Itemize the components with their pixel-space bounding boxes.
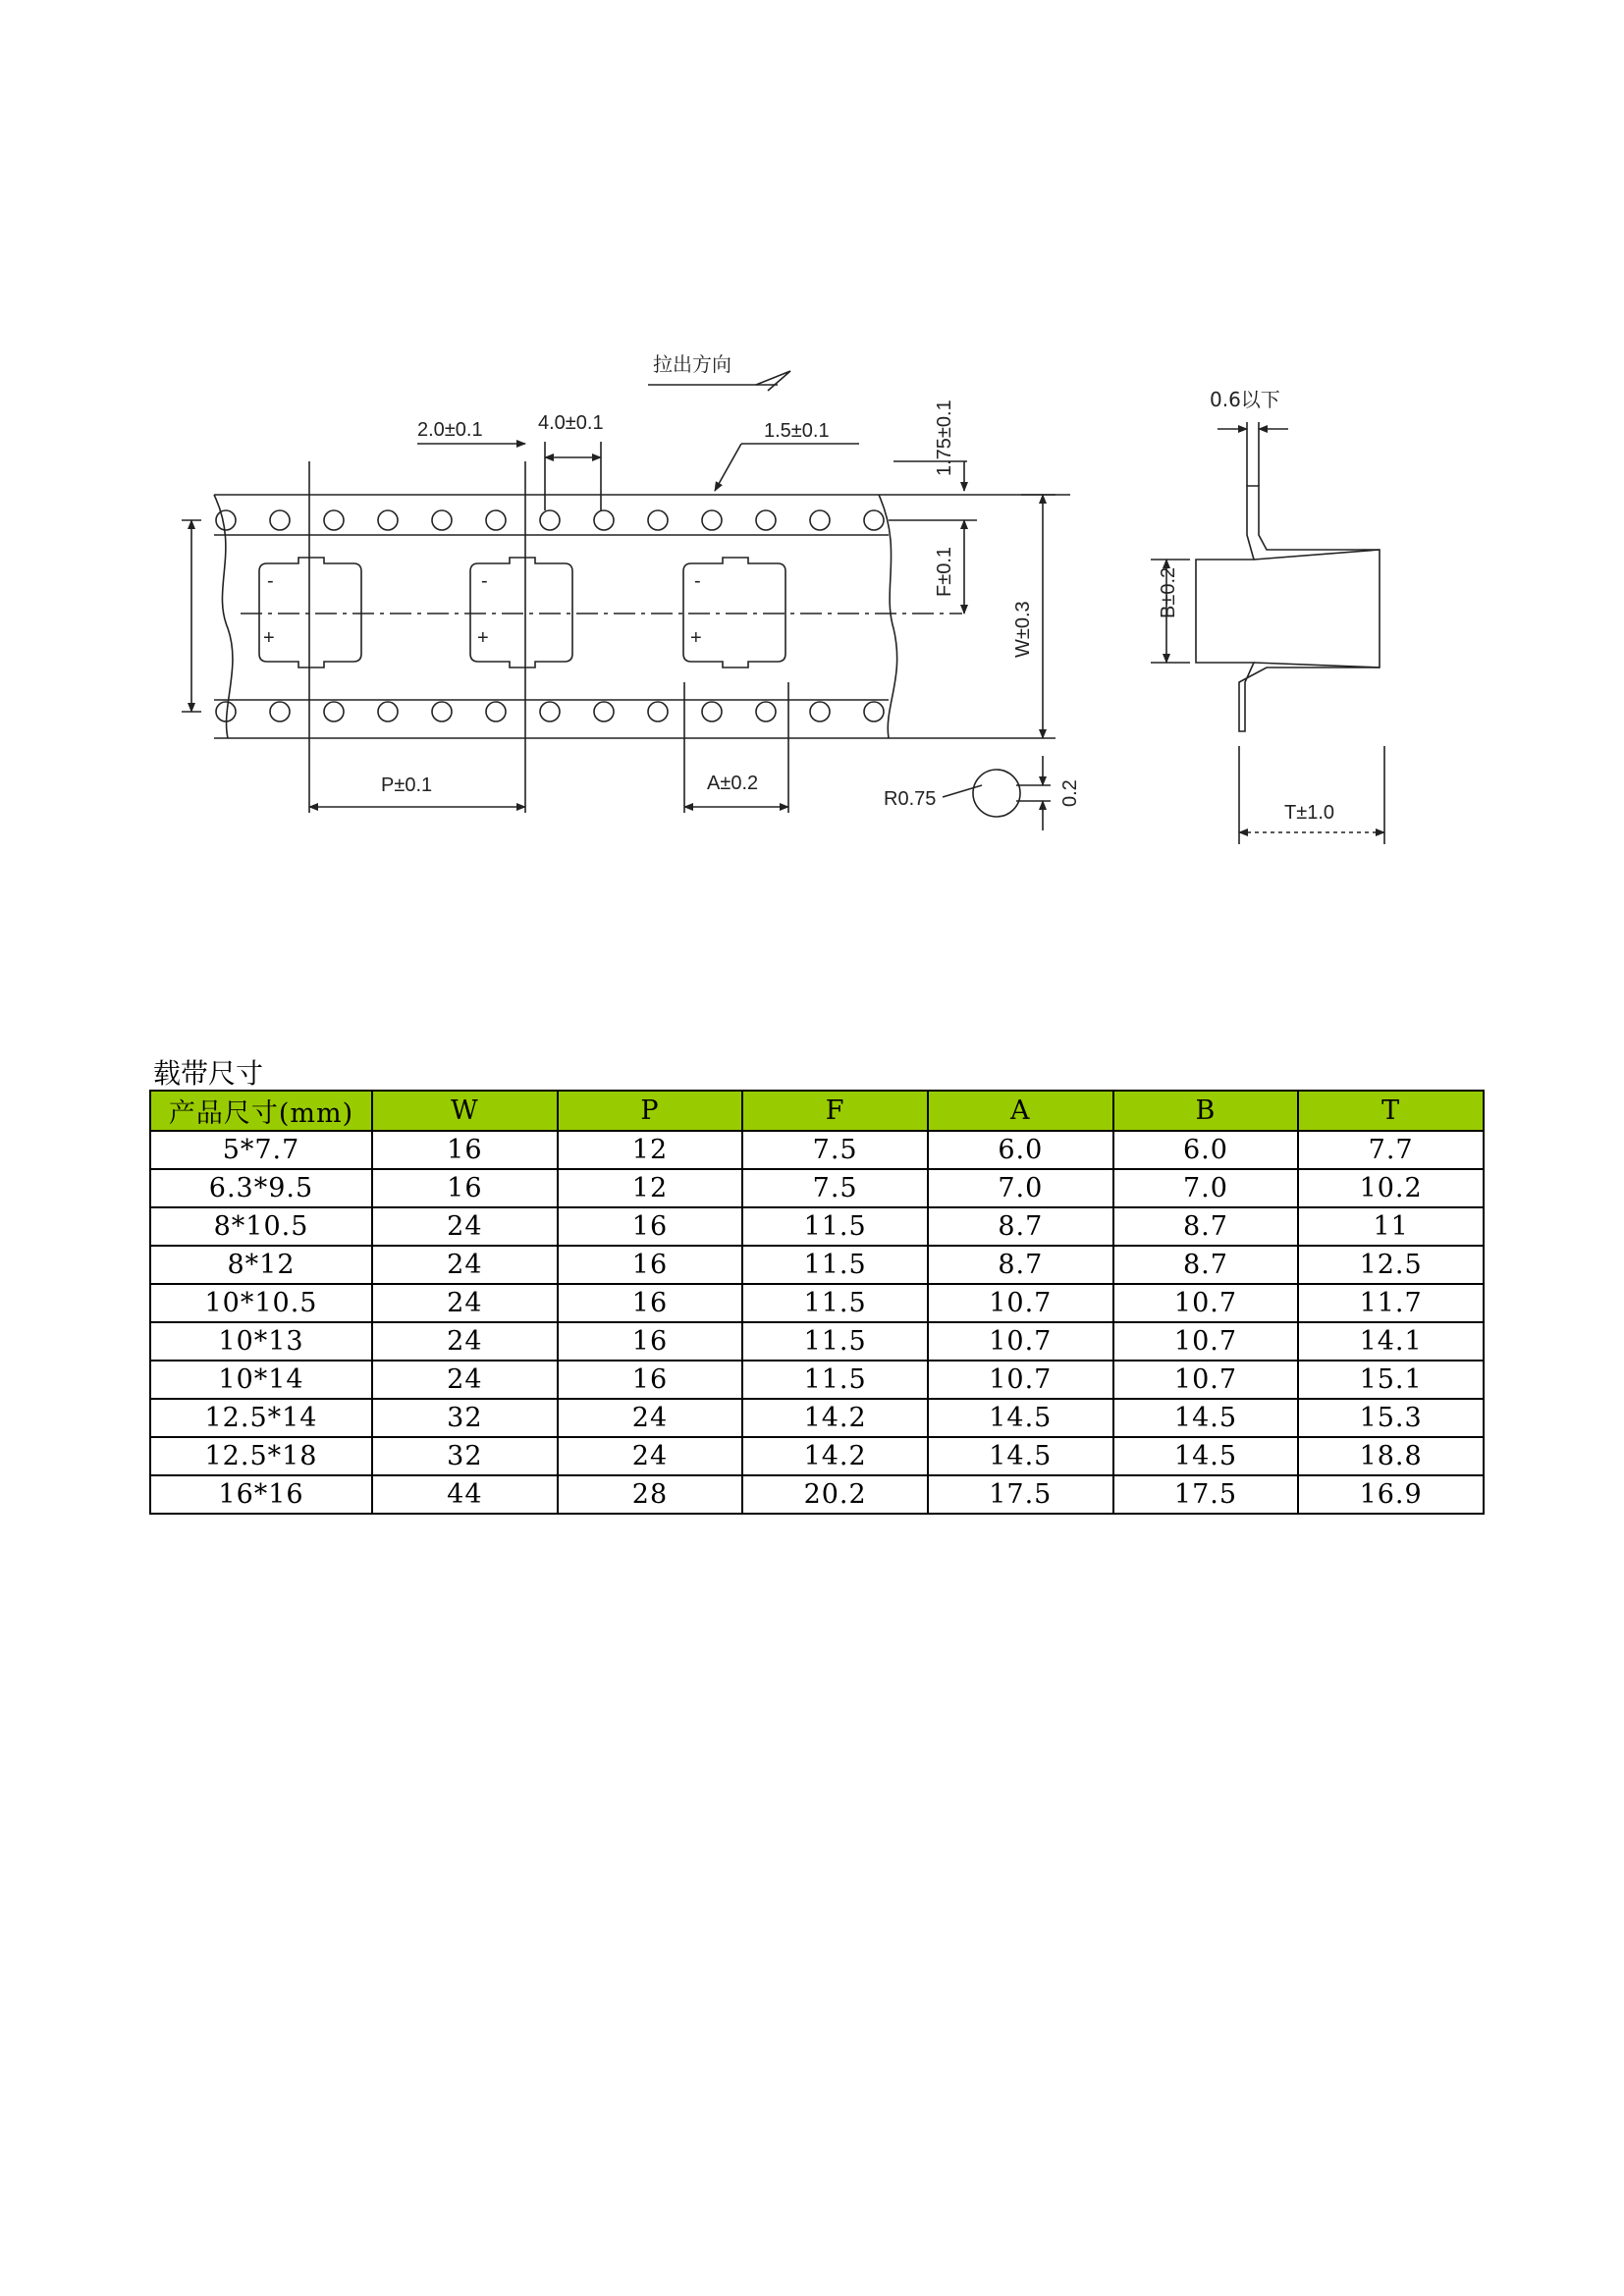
table-cell: 12 <box>558 1131 743 1169</box>
dim-thickness: 0.6以下 <box>1210 388 1280 411</box>
header-w: W <box>372 1091 558 1131</box>
table-cell: 16 <box>558 1284 743 1322</box>
table-row <box>150 1322 1484 1361</box>
sprocket-hole <box>756 510 776 530</box>
table-cell: 10.7 <box>928 1361 1113 1399</box>
sprocket-hole <box>594 510 614 530</box>
table-cell: 24 <box>372 1322 558 1361</box>
header-f: F <box>742 1091 928 1131</box>
dim-p: P±0.1 <box>381 774 433 796</box>
pocket-1-minus: - <box>267 570 274 592</box>
sprocket-holes-bottom <box>216 702 884 721</box>
sprocket-hole <box>810 510 830 530</box>
tape-side-profile <box>1196 486 1380 731</box>
table-cell: 6.0 <box>928 1131 1113 1169</box>
table-cell: 10*14 <box>150 1361 372 1399</box>
table-row <box>150 1246 1484 1284</box>
header-t: T <box>1298 1091 1484 1131</box>
dim-f: F±0.1 <box>934 547 955 597</box>
dim-a: A±0.2 <box>707 773 759 794</box>
dim-sprocket-offset: 2.0±0.1 <box>417 419 483 441</box>
dim-hole-pitch: 4.0±0.1 <box>538 412 604 434</box>
table-cell: 10*10.5 <box>150 1284 372 1322</box>
pocket-2-minus: - <box>481 570 488 592</box>
carrier-tape-drawing <box>0 0 1624 883</box>
header-product-size: 产品尺寸(mm) <box>150 1091 372 1131</box>
table-cell: 7.0 <box>928 1169 1113 1207</box>
dim-hole-dia: 1.5±0.1 <box>764 420 830 442</box>
table-cell: 10*13 <box>150 1322 372 1361</box>
pocket-1 <box>259 558 361 667</box>
sprocket-hole <box>378 510 398 530</box>
sprocket-hole <box>324 702 344 721</box>
detail-circle <box>973 770 1020 817</box>
table-cell: 32 <box>372 1437 558 1475</box>
table-cell: 12.5*14 <box>150 1399 372 1437</box>
table-row <box>150 1475 1484 1514</box>
table-cell: 14.5 <box>928 1437 1113 1475</box>
sprocket-hole <box>432 510 452 530</box>
table-cell: 14.5 <box>928 1399 1113 1437</box>
table-cell: 8.7 <box>928 1246 1113 1284</box>
table-row <box>150 1361 1484 1399</box>
table-cell: 14.2 <box>742 1437 928 1475</box>
table-row <box>150 1169 1484 1207</box>
table-cell: 11.5 <box>742 1207 928 1246</box>
table-cell: 10.7 <box>1113 1361 1299 1399</box>
sprocket-hole <box>432 702 452 721</box>
pocket-3-minus: - <box>694 570 701 592</box>
sprocket-hole <box>648 702 668 721</box>
table-cell: 10.7 <box>1113 1284 1299 1322</box>
table-row <box>150 1207 1484 1246</box>
table-cell: 24 <box>372 1207 558 1246</box>
table-cell: 7.5 <box>742 1169 928 1207</box>
table-cell: 17.5 <box>1113 1475 1299 1514</box>
dim-b: B±0.2 <box>1158 566 1179 618</box>
table-cell: 16.9 <box>1298 1475 1484 1514</box>
table-cell: 11.5 <box>742 1322 928 1361</box>
table-header-row <box>150 1091 1484 1131</box>
table-cell: 14.5 <box>1113 1399 1299 1437</box>
table-cell: 12 <box>558 1169 743 1207</box>
sprocket-hole <box>486 510 506 530</box>
tape-right-break <box>879 495 897 738</box>
table-cell: 16 <box>558 1322 743 1361</box>
table-cell: 16 <box>372 1169 558 1207</box>
table-cell: 24 <box>558 1437 743 1475</box>
table-cell: 5*7.7 <box>150 1131 372 1169</box>
table-cell: 8*12 <box>150 1246 372 1284</box>
dim-edge: 1.75±0.1 <box>934 400 955 476</box>
carrier-tape-size-table <box>149 1090 1485 1515</box>
table-cell: 20.2 <box>742 1475 928 1514</box>
table-cell: 8.7 <box>1113 1207 1299 1246</box>
table-cell: 18.8 <box>1298 1437 1484 1475</box>
dim-r: R0.75 <box>884 788 937 810</box>
pocket-3-plus: + <box>690 627 702 649</box>
header-b: B <box>1113 1091 1299 1131</box>
table-cell: 24 <box>372 1361 558 1399</box>
sprocket-hole <box>864 510 884 530</box>
table-cell: 14.2 <box>742 1399 928 1437</box>
table-cell: 32 <box>372 1399 558 1437</box>
sprocket-hole <box>486 702 506 721</box>
header-a: A <box>928 1091 1113 1131</box>
table-cell: 7.7 <box>1298 1131 1484 1169</box>
table-cell: 12.5 <box>1298 1246 1484 1284</box>
sprocket-hole <box>702 702 722 721</box>
table-cell: 14.1 <box>1298 1322 1484 1361</box>
table-cell: 14.5 <box>1113 1437 1299 1475</box>
dim-w: W±0.3 <box>1012 601 1034 658</box>
sprocket-holes-top <box>216 510 884 530</box>
table-cell: 6.0 <box>1113 1131 1299 1169</box>
sprocket-hole <box>864 702 884 721</box>
table-cell: 7.0 <box>1113 1169 1299 1207</box>
table-cell: 17.5 <box>928 1475 1113 1514</box>
table-row <box>150 1284 1484 1322</box>
sprocket-hole <box>810 702 830 721</box>
table-cell: 44 <box>372 1475 558 1514</box>
sprocket-hole <box>594 702 614 721</box>
sprocket-hole <box>270 510 290 530</box>
sprocket-hole <box>756 702 776 721</box>
sprocket-hole <box>540 702 560 721</box>
sprocket-hole <box>270 702 290 721</box>
table-cell: 15.3 <box>1298 1399 1484 1437</box>
table-title: 载带尺寸 <box>153 1057 264 1090</box>
table-cell: 11 <box>1298 1207 1484 1246</box>
sprocket-hole <box>540 510 560 530</box>
table-cell: 11.7 <box>1298 1284 1484 1322</box>
table-cell: 8.7 <box>1113 1246 1299 1284</box>
table-cell: 15.1 <box>1298 1361 1484 1399</box>
table-cell: 16*16 <box>150 1475 372 1514</box>
sprocket-hole <box>648 510 668 530</box>
table-cell: 16 <box>558 1207 743 1246</box>
table-row <box>150 1131 1484 1169</box>
table-cell: 16 <box>558 1246 743 1284</box>
table-row <box>150 1437 1484 1475</box>
dim-0-2: 0.2 <box>1059 779 1081 807</box>
table-cell: 24 <box>372 1284 558 1322</box>
table-cell: 10.7 <box>1113 1322 1299 1361</box>
table-cell: 16 <box>558 1361 743 1399</box>
table-row <box>150 1399 1484 1437</box>
table-cell: 11.5 <box>742 1361 928 1399</box>
dim-t: T±1.0 <box>1284 802 1334 824</box>
table-cell: 10.2 <box>1298 1169 1484 1207</box>
table-cell: 10.7 <box>928 1284 1113 1322</box>
sprocket-hole <box>216 510 236 530</box>
pocket-2-plus: + <box>477 627 489 649</box>
table-cell: 8*10.5 <box>150 1207 372 1246</box>
table-cell: 11.5 <box>742 1246 928 1284</box>
pocket-1-plus: + <box>263 627 275 649</box>
sprocket-hole <box>702 510 722 530</box>
table-cell: 6.3*9.5 <box>150 1169 372 1207</box>
table-cell: 28 <box>558 1475 743 1514</box>
table-cell: 24 <box>558 1399 743 1437</box>
table-cell: 7.5 <box>742 1131 928 1169</box>
header-p: P <box>558 1091 743 1131</box>
direction-label: 拉出方向 <box>653 352 731 376</box>
table-cell: 11.5 <box>742 1284 928 1322</box>
table-cell: 24 <box>372 1246 558 1284</box>
sprocket-hole <box>378 702 398 721</box>
table-cell: 12.5*18 <box>150 1437 372 1475</box>
table-cell: 8.7 <box>928 1207 1113 1246</box>
table-cell: 16 <box>372 1131 558 1169</box>
table-cell: 10.7 <box>928 1322 1113 1361</box>
sprocket-hole <box>324 510 344 530</box>
